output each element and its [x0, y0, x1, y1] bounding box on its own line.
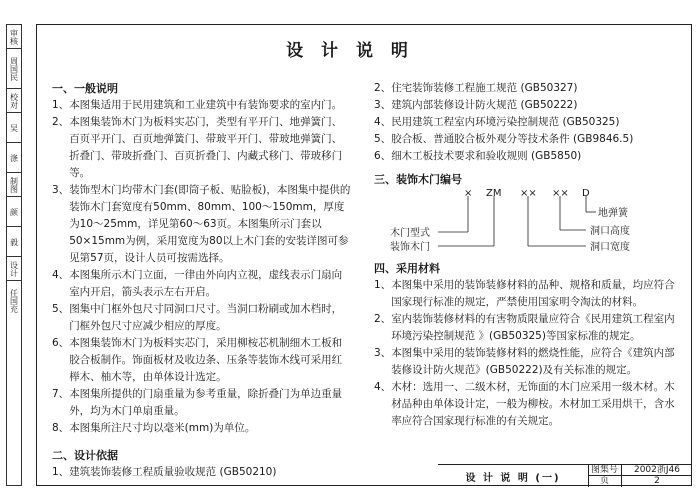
list-item: 2、 室内装饰装修材料的有害物质限量应符合《民用建筑工程室内环境污染控制规范 》(GB50325)等国家标准的规定。 [374, 313, 675, 342]
right-column [374, 80, 680, 430]
title-block [438, 464, 692, 487]
page-no-label: 页 [588, 476, 622, 487]
section4-heading: 四、采用材料 [374, 262, 440, 275]
list-item: 3、 装饰型木门均带木门套(即筒子板、贴脸板)，本图集中提供的装饰木门套宽度有50mm、80mm、100～150mm，厚度为10～25mm，详见第60～63页。本图集所示门套以50×15mm为例，采用宽度为80以上木门套的安装详图可参见第57页，设计人员可按需选择。 [52, 184, 351, 264]
strip-designer-signature: 任国充 [9, 289, 19, 313]
strip-drafter-sig2: 毅 [7, 227, 21, 257]
list-item: 1、 本图集中采用的装饰装修材料的品种、规格和质量，均应符合国家现行标准的规定，严禁使用国家明令淘汰的材料。 [374, 279, 675, 308]
code-seg-height: ×× [552, 188, 569, 199]
strip-designer-label: 设计 [7, 257, 21, 281]
strip-reviewer-signature: 周国民 [7, 49, 21, 89]
label-decor-door: 装饰木门 [390, 242, 430, 253]
strip-reviewer-label: 审核 [7, 25, 21, 49]
title-block-name: 设 计 说 明 (一) [438, 465, 589, 487]
strip-drafter-sig1: 颜 [7, 197, 21, 227]
list-item: 5、 图集中门框外包尺寸同洞口尺寸。当洞口粉刷或加木档时，门框外包尺寸应减少相应的厚度。 [52, 303, 343, 332]
list-item: 6、 本图集装饰木门为板料实芯门，采用柳桉芯机制细木工板和胶合板制作。饰面板材及收边条、压条等装饰木线可采用红榉木、柚木等，由单体设计选定。 [52, 337, 343, 383]
label-opening-width: 洞口宽度 [590, 242, 630, 253]
code-seg-spring: D [582, 188, 590, 199]
atlas-no-label: 图集号 [588, 465, 622, 476]
list-item: 4、 木材：选用一、二级木材，无饰面的木门应采用一级木材。木材品种由单体设计定，一般为柳桉。木材加工采用烘干，含水率应符合国家现行标准的有关规定。 [374, 381, 675, 427]
list-item: 4、 民用建筑工程室内环境污染控制规范 (GB50325) [374, 116, 620, 128]
list-item: 1、 建筑装饰装修工程质量验收规范 (GB50210) [52, 466, 277, 478]
list-item: 6、 细木工板技术要求和验收规则 (GB5850) [374, 150, 582, 162]
list-item: 1、 本图集适用于民用建筑和工业建筑中有装饰要求的室内门。 [52, 99, 343, 111]
label-door-type: 木门型式 [390, 228, 430, 239]
strip-checker-label: 校对 [7, 89, 21, 113]
code-seg-zm: ZM [486, 188, 502, 199]
label-opening-height: 洞口高度 [590, 226, 630, 237]
list-item: 3、 建筑内部装修设计防火规范 (GB50222) [374, 99, 578, 111]
strip-drafter-label: 制图 [7, 173, 21, 197]
atlas-no: 2002浙J46 [622, 465, 692, 476]
binding-strip [6, 24, 22, 486]
left-column [52, 80, 352, 481]
list-item: 5、 胶合板、普通胶合板外观分等技术条件 (GB9846.5) [374, 133, 634, 145]
door-code-diagram [374, 188, 680, 254]
strip-checker-sig1: 吴 [7, 113, 21, 143]
strip-checker-sig2: 涤 [7, 143, 21, 173]
section1-heading: 一、一般说明 [52, 82, 118, 95]
label-floor-spring: 地弹簧 [598, 208, 628, 219]
list-item: 7、 本图集所提供的门扇重量为参考重量，除折叠门为单边重量外，均为木门单扇重量。 [52, 388, 343, 417]
list-item: 2、 本图集装饰木门为板料实芯门，类型有平开门、地弹簧门、百页平开门、百页地弹簧门、带玻平开门、带玻地弹簧门、折叠门、带玻折叠门、百页折叠门、内藏式移门、带玻移门等。 [52, 116, 343, 179]
page-title: 设 计 说 明 [286, 41, 414, 61]
page-no: 2 [654, 476, 660, 486]
section3-heading: 三、装饰木门编号 [374, 173, 462, 186]
list-item: 2、 住宅装饰装修工程施工规范 (GB50327) [374, 82, 578, 94]
code-seg-type: × [464, 188, 473, 199]
section2-heading: 二、设计依据 [52, 449, 118, 462]
list-item: 3、 本图集中采用的装饰装修材料的燃烧性能，应符合《建筑内部装修设计防火规范》(GB50222)及有关标准的规定。 [374, 347, 675, 376]
list-item: 8、 本图集所注尺寸均以毫米(mm)为单位。 [52, 422, 256, 434]
code-seg-width: ×× [520, 188, 537, 199]
list-item: 4、 本图集所示木门立面，一律由外向内立视，虚线表示门扇向室内开启，箭头表示左右开启。 [52, 269, 343, 298]
